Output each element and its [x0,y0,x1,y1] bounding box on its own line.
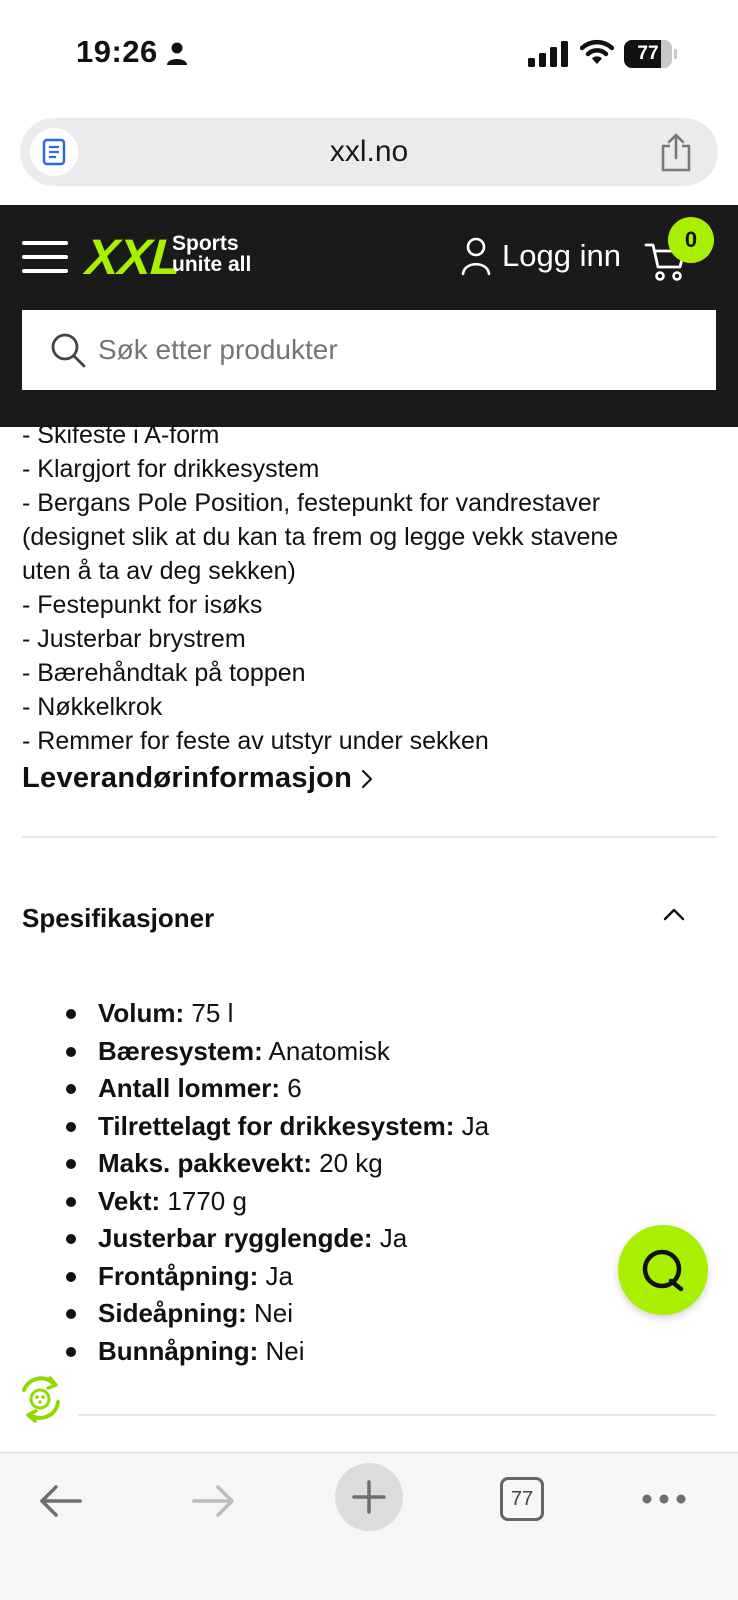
logo-tagline [172,233,251,275]
battery-indicator [624,40,676,68]
search-box[interactable] [22,310,716,390]
arrow-right-icon[interactable] [192,1483,236,1519]
wifi-icon [580,38,614,66]
spec-value: Anatomisk [268,1035,390,1066]
description-line: - Remmer for feste av utstyr under sekken [22,727,489,755]
description-line: uten å ta av deg sekken) [22,557,296,585]
spec-item-front-opening [62,1258,662,1296]
spec-key: Sideåpning: [98,1298,247,1328]
spec-item-weight [62,1183,662,1221]
search-icon [50,332,86,368]
tabs-button[interactable]: 77 [500,1477,544,1521]
tagline-line-2: unite all [172,253,252,276]
spec-value: Nei [254,1298,294,1328]
spec-item-max-load [62,1145,662,1183]
status-time: 19:26 [76,34,158,69]
more-dots-icon[interactable] [642,1493,686,1505]
xxl-logo[interactable]: XXL [84,229,183,285]
spec-item-volume [62,995,662,1033]
description-lines [22,418,716,758]
reader-button[interactable] [30,128,78,176]
chat-icon [638,1245,688,1295]
signal-icon [528,41,568,67]
plus-icon [351,1479,387,1515]
spec-key: Justerbar rygglengde: [98,1223,373,1253]
spec-item-bottom-opening [62,1333,662,1371]
spec-item-pocket-count [62,1070,662,1108]
spec-key: Antall lommer: [98,1073,281,1103]
chevron-right-icon [360,768,374,790]
login-label: Logg inn [502,238,621,273]
supplier-info-link[interactable] [22,762,374,795]
section-divider [22,836,716,838]
spec-item-side-opening [62,1295,662,1333]
arrow-left-icon[interactable] [38,1483,82,1519]
spec-key: Frontåpning: [98,1260,259,1291]
description-line: - Justerbar brystrem [22,625,246,653]
spec-value: Ja [461,1110,490,1141]
spec-value: 75 l [191,998,234,1028]
address-bar[interactable] [20,118,718,186]
spec-value: 20 kg [319,1148,383,1178]
eco-recycle-icon[interactable] [14,1372,66,1424]
person-icon [166,42,188,66]
spec-key: Bæresystem: [98,1035,263,1066]
document-icon [42,138,66,166]
description-line: - Bærehåndtak på toppen [22,659,306,687]
share-icon[interactable] [658,132,694,172]
spec-item-carrying-system [62,1033,662,1071]
spec-value: Ja [265,1260,293,1291]
hamburger-menu-icon[interactable] [22,241,68,273]
search-input[interactable] [98,310,678,390]
description-line: (designet slik at du kan ta frem og legge vekk stavene [22,523,619,551]
description-line: - Klargjort for drikkesystem [22,455,320,483]
description-line: - Skifeste i A-form [22,421,220,449]
specifications-title: Spesifikasjoner [22,903,215,933]
description-line: - Festepunkt for isøks [22,591,263,619]
product-description [22,418,716,795]
spec-value: 6 [287,1073,302,1103]
specifications-list [62,995,662,1370]
spec-item-hydration-ready [62,1108,662,1146]
spec-key: Tilrettelagt for drikkesystem: [98,1110,455,1141]
spec-value: Ja [379,1223,408,1253]
section-divider [78,1414,716,1416]
supplier-info-label: Leverandørinformasjon [22,762,353,794]
spec-value: 1770 g [167,1185,247,1216]
spec-key: Bunnåpning: [98,1335,259,1366]
battery-level: 77 [637,43,659,64]
spec-key: Maks. pakkevekt: [98,1148,312,1178]
chevron-up-icon[interactable] [662,906,686,922]
spec-value: Nei [265,1335,305,1366]
browser-toolbar [0,1452,738,1600]
tagline-line-1: Sports [172,232,239,255]
url-text[interactable]: xxl.no [329,135,409,168]
spec-item-adjustable-back [62,1220,662,1258]
chat-button[interactable] [618,1225,708,1315]
new-tab-button[interactable] [335,1463,403,1531]
spec-key: Vekt: [98,1185,161,1216]
specifications-accordion-header[interactable] [22,896,716,940]
site-header [0,205,738,427]
status-bar [0,0,738,110]
description-line: - Nøkkelkrok [22,693,163,721]
description-line: - Bergans Pole Position, festepunkt for vandrestaver [22,489,601,517]
spec-key: Volum: [98,998,185,1028]
cart-count-badge[interactable]: 0 [668,217,714,263]
login-button[interactable] [460,233,621,279]
user-icon [460,236,492,276]
